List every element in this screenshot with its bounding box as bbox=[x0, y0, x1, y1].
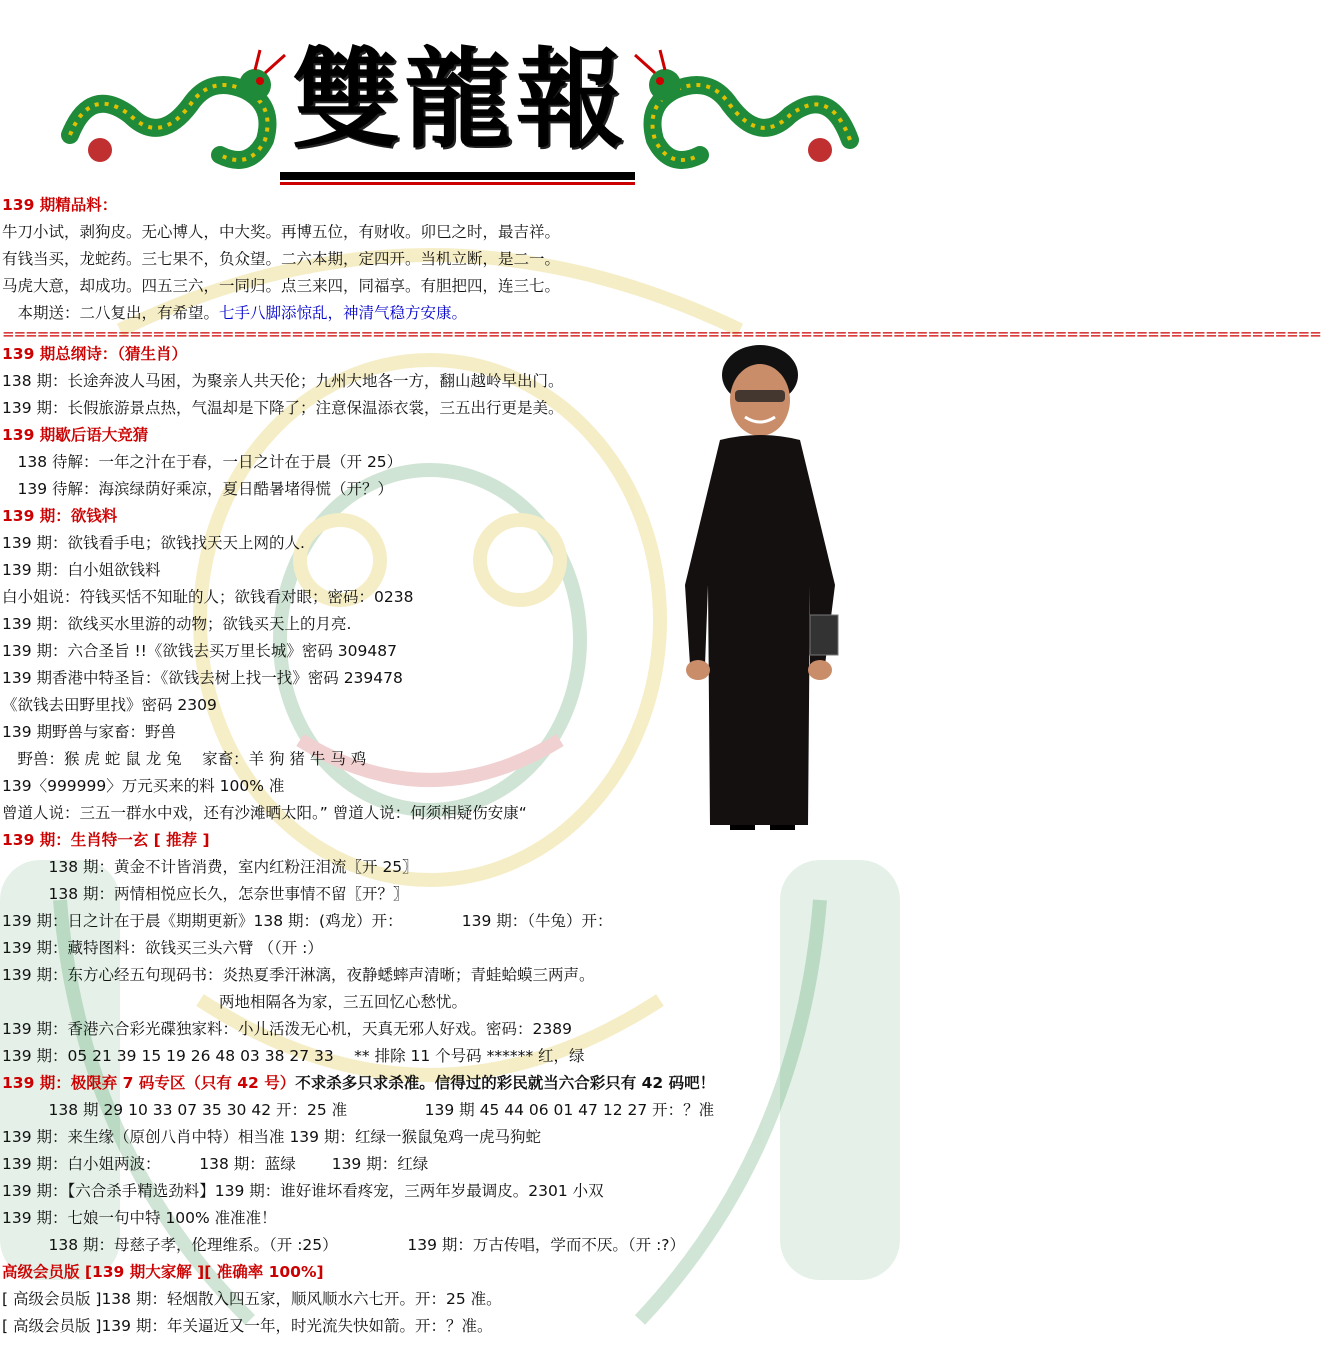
line-text: 曾道人说：三五一群水中戏，还有沙滩晒太阳。” 曾道人说：何须相疑伤安康“ bbox=[2, 804, 527, 822]
line-text: 138 期：母慈子孝，伦理维系。（开 :25） 139 期：万古传唱，学而不厌。（开 :?） bbox=[2, 1236, 686, 1254]
text-line bbox=[0, 476, 900, 503]
line-text: 野兽：猴 虎 蛇 鼠 龙 兔 家畜：羊 狗 猪 牛 马 鸡 bbox=[2, 750, 367, 768]
line-text-highlight: 不求杀多只求杀准。信得过的彩民就当六合彩只有 42 码吧！ bbox=[295, 1074, 716, 1092]
line-text: 139 待解：海滨绿荫好乘凉，夏日酷暑堵得慌（开？） bbox=[2, 480, 394, 498]
text-line bbox=[0, 246, 900, 273]
line-text: 139 期：六合圣旨 !!《欲钱去买万里长城》密码 309487 bbox=[2, 642, 397, 660]
line-text: 139 期：白小姐两波： 138 期：蓝绿 139 期：红绿 bbox=[2, 1155, 429, 1173]
line-text: [ 高级会员版 ]139 期：年关逼近又一年，时光流失快如箭。开：？准。 bbox=[2, 1317, 493, 1335]
line-text: 白小姐说：符钱买恬不知耻的人；欲钱看对眼；密码：0238 bbox=[2, 588, 414, 606]
title-underline-red bbox=[280, 182, 635, 185]
line-text: 139〈999999〉万元买来的料 100% 准 bbox=[2, 777, 285, 795]
line-text: 139 期：05 21 39 15 19 26 48 03 38 27 33 ** 排除 11 个号码 ****** 红，绿 bbox=[2, 1047, 585, 1065]
section-heading: 高级会员版 [139 期大家解 ][ 准确率 100%] bbox=[2, 1263, 324, 1281]
text-line bbox=[0, 1124, 900, 1151]
text-line bbox=[0, 746, 900, 773]
line-text: 139 期：【六合杀手精选劲料】139 期：谁好谁坏看疼宠，三两年岁最调皮。2301 小双 bbox=[2, 1182, 604, 1200]
section-heading: 139 期：极限弃 7 码专区（只有 42 号） bbox=[2, 1074, 296, 1092]
text-line bbox=[0, 1070, 900, 1097]
page-title: 雙龍報 bbox=[291, 37, 628, 163]
text-line bbox=[0, 368, 900, 395]
text-line bbox=[0, 827, 900, 854]
text-line bbox=[0, 854, 900, 881]
text-line bbox=[0, 881, 900, 908]
text-line bbox=[0, 1016, 900, 1043]
separator-text: ================================================================================================================== bbox=[2, 325, 1321, 343]
line-text: 两地相隔各为家，三五回忆心愁忧。 bbox=[2, 993, 468, 1011]
title-underline bbox=[280, 172, 635, 180]
text-line bbox=[0, 1313, 900, 1340]
text-line bbox=[0, 989, 900, 1016]
line-text: 138 待解：一年之汁在于春，一日之计在于晨（开 25） bbox=[2, 453, 403, 471]
line-text: 139 期：白小姐欲钱料 bbox=[2, 561, 161, 579]
text-line bbox=[0, 908, 900, 935]
line-text: 《欲钱去田野里找》密码 2309 bbox=[2, 696, 217, 714]
section-heading: 139 期：欲钱料 bbox=[2, 507, 118, 525]
text-line bbox=[0, 530, 900, 557]
text-line bbox=[0, 219, 900, 246]
text-line bbox=[0, 1151, 900, 1178]
right-dragon-icon bbox=[630, 45, 860, 180]
text-line bbox=[0, 395, 900, 422]
line-text: 139 期：七娘一句中特 100% 准准准！ bbox=[2, 1209, 277, 1227]
line-text: 139 期：日之计在于晨《期期更新》138 期：(鸡龙）开： 139 期：（牛兔）开： bbox=[2, 912, 613, 930]
line-text: 138 期 29 10 33 07 35 30 42 开：25 准 139 期 45 44 06 01 47 12 27 开：？准 bbox=[2, 1101, 715, 1119]
text-line bbox=[0, 773, 900, 800]
text-line bbox=[0, 1043, 900, 1070]
line-text: 139 期：长假旅游景点热，气温却是下降了；注意保温添衣裳，三五出行更是美。 bbox=[2, 399, 564, 417]
text-line bbox=[0, 273, 900, 300]
line-text: 139 期：欲线买水里游的动物；欲钱买天上的月亮. bbox=[2, 615, 352, 633]
text-line bbox=[0, 1097, 900, 1124]
text-line bbox=[0, 1286, 900, 1313]
text-line bbox=[0, 692, 900, 719]
line-text: 138 期：两情相悦应长久，怎奈世事情不留〖开？〗 bbox=[2, 885, 409, 903]
text-line bbox=[0, 449, 900, 476]
separator-line bbox=[0, 325, 1321, 343]
line-text: [ 高级会员版 ]138 期：轻烟散入四五家，顺风顺水六七开。开：25 准。 bbox=[2, 1290, 502, 1308]
line-text: 马虎大意，却成功。四五三六，一同归。点三来四，同福享。有胆把四，连三七。 bbox=[2, 277, 561, 295]
section-heading: 139 期：生肖特一玄 [ 推荐 ] bbox=[2, 831, 210, 849]
text-line bbox=[0, 1178, 900, 1205]
text-line bbox=[0, 557, 900, 584]
section-heading: 139 期精品料： bbox=[2, 196, 118, 214]
text-line bbox=[0, 638, 900, 665]
line-text: 139 期：藏特图料：欲钱买三头六臂 （（开 :） bbox=[2, 939, 323, 957]
line-text: 139 期：来生缘（原创八肖中特）相当准 139 期：红绿一猴鼠兔鸡一虎马狗蛇 bbox=[2, 1128, 541, 1146]
line-text: 139 期野兽与家畜：野兽 bbox=[2, 723, 177, 741]
text-line bbox=[0, 800, 900, 827]
text-line bbox=[0, 503, 900, 530]
section-heading: 139 期歇后语大竞猜 bbox=[2, 426, 149, 444]
line-text-highlight: 七手八脚添惊乱，神清气稳方安康。 bbox=[219, 304, 468, 322]
text-line bbox=[0, 1205, 900, 1232]
text-line bbox=[0, 719, 900, 746]
line-text: 139 期：欲钱看手电；欲钱找天天上网的人. bbox=[2, 534, 305, 552]
text-line bbox=[0, 611, 900, 638]
text-line bbox=[0, 1259, 900, 1286]
line-text: 138 期：长途奔波人马困，为聚亲人共天伦；九州大地各一方，翻山越岭早出门。 bbox=[2, 372, 564, 390]
line-text: 138 期：黄金不计皆消费，室内红粉汪泪流〖开 25〗 bbox=[2, 858, 418, 876]
line-text: 139 期：香港六合彩光碟独家料：小儿活泼无心机，天真无邪人好戏。密码：2389 bbox=[2, 1020, 572, 1038]
text-line bbox=[0, 1232, 900, 1259]
text-line bbox=[0, 962, 900, 989]
line-text: 139 期：东方心经五句现码书：炎热夏季汗淋漓，夜静蟋蟀声清晰；青蛙蛤蟆三两声。 bbox=[2, 966, 595, 984]
text-line bbox=[0, 192, 900, 219]
text-line bbox=[0, 935, 900, 962]
left-dragon-icon bbox=[60, 45, 290, 180]
text-line bbox=[0, 584, 900, 611]
line-text: 有钱当买，龙蛇药。三七果不，负众望。二六本期，定四开。当机立断，是二一。 bbox=[2, 250, 561, 268]
line-text: 牛刀小试，剥狗皮。无心博人，中大奖。再博五位，有财收。卯巳之时，最吉祥。 bbox=[2, 223, 561, 241]
line-text: 139 期香港中特圣旨：《欲钱去树上找一找》密码 239478 bbox=[2, 669, 403, 687]
text-line bbox=[0, 665, 900, 692]
text-line bbox=[0, 422, 900, 449]
line-text: 本期送：二八复出，有希望。 bbox=[2, 304, 220, 322]
article-body bbox=[0, 192, 1321, 1340]
text-line bbox=[0, 300, 900, 327]
section-heading: 139 期总纲诗：（猜生肖） bbox=[2, 345, 188, 363]
masthead bbox=[0, 0, 900, 195]
text-line bbox=[0, 341, 900, 368]
